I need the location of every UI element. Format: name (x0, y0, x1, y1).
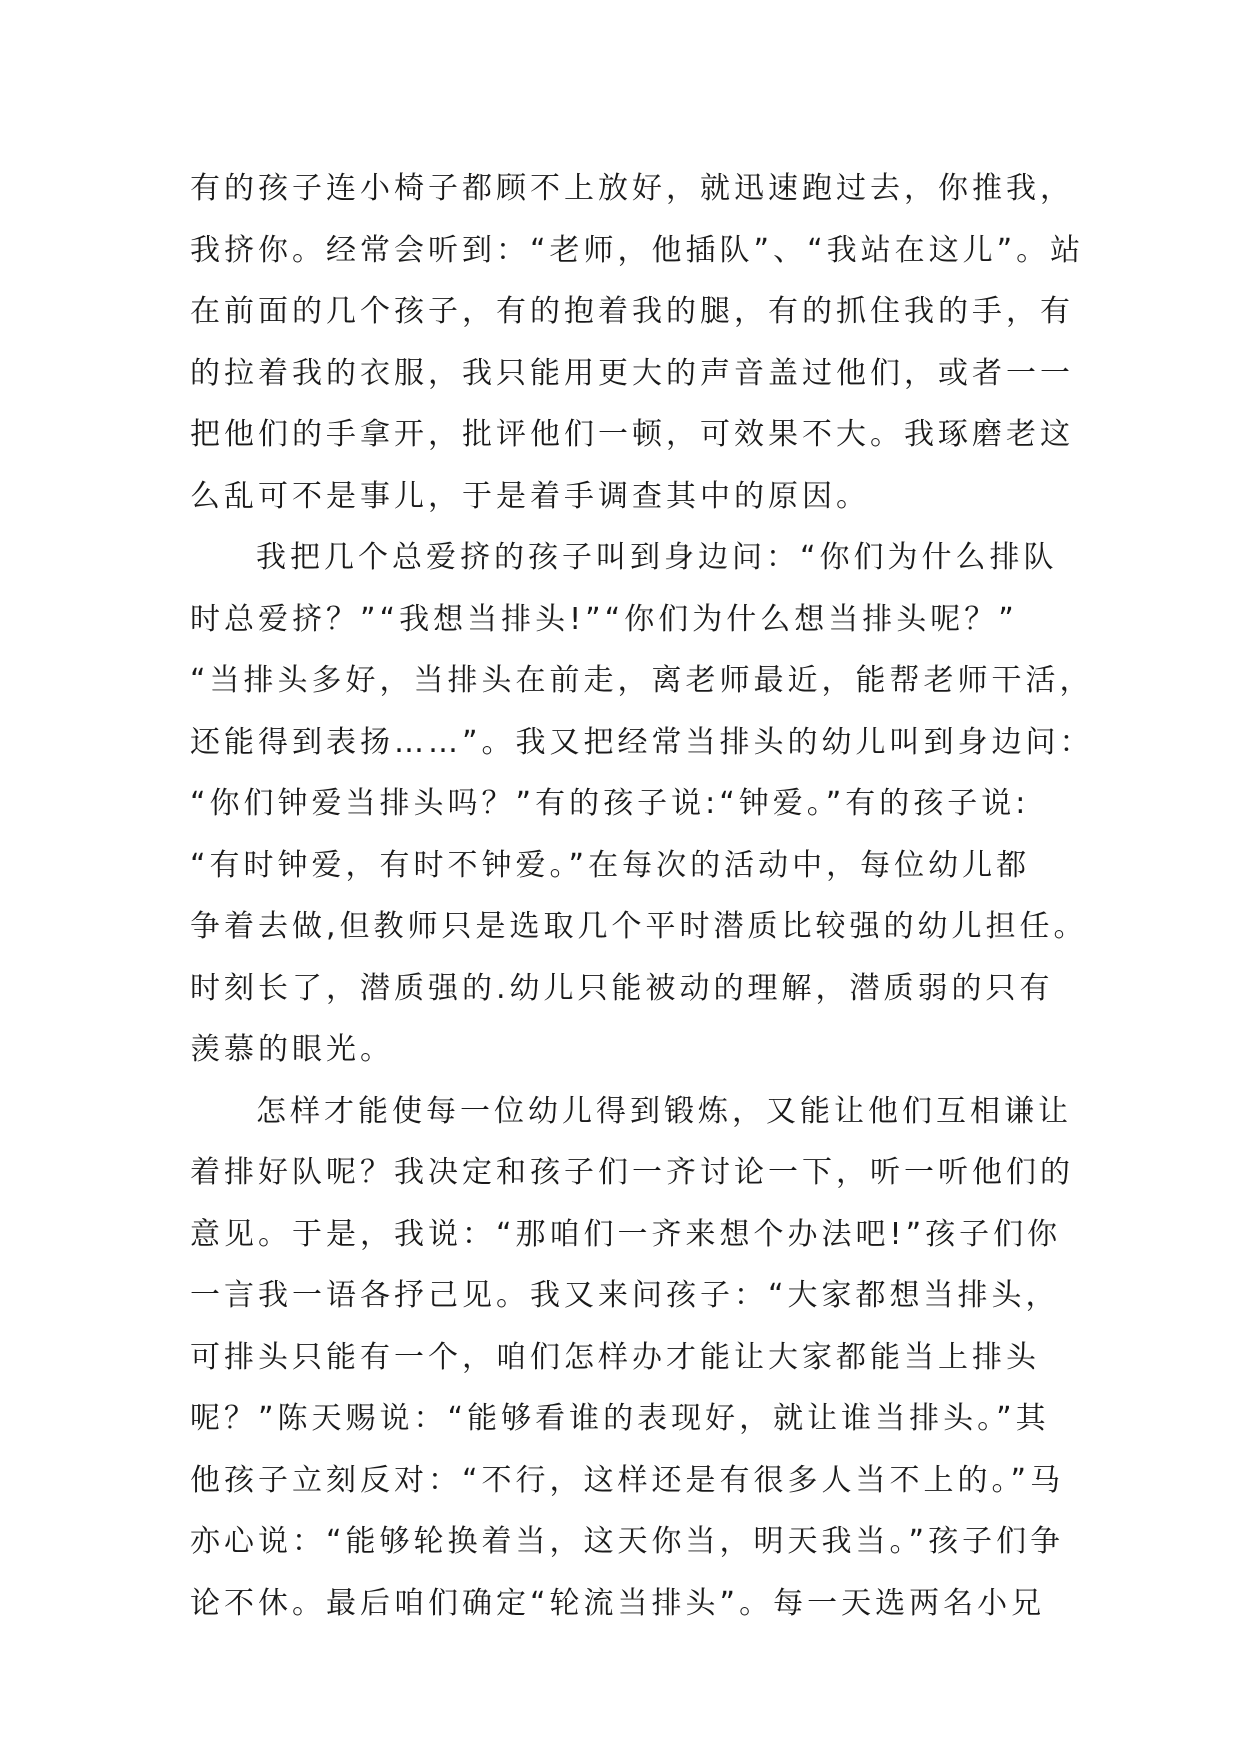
text-line: 一言我一语各抒己见。我又来问孩子：“大家都想当排头， (190, 1278, 1060, 1313)
text-line: 么乱可不是事儿，于是着手调查其中的原因。 (190, 478, 870, 514)
text-line: 可排头只能有一个，咱们怎样办才能让大家都能当上排头 (190, 1339, 1040, 1375)
text-line: 在前面的几个孩子，有的抱着我的腿，有的抓住我的手，有 (190, 294, 1074, 329)
text-line: 时总爱挤？”“我想当排头!”“你们为什么想当排头呢？” (190, 601, 1018, 637)
text-line: 他孩子立刻反对：“不行，这样还是有很多人当不上的。”马 (190, 1462, 1065, 1498)
paragraph-first-line: 我把几个总爱挤的孩子叫到身边问：“你们为什么排队 (256, 540, 1058, 575)
text-line: 羡慕的眼光。 (190, 1032, 394, 1067)
text-line: 有的孩子连小椅子都顾不上放好，就迅速跑过去，你推我， (190, 171, 1074, 206)
text-line: 着排好队呢？我决定和孩子们一齐讨论一下，听一听他们的 (190, 1155, 1074, 1190)
text-line: 意见。于是，我说：“那咱们一齐来想个办法吧!”孩子们你 (190, 1216, 1062, 1252)
text-line: 我挤你。经常会听到：“老师，他插队”、“我站在这儿”。站 (190, 232, 1085, 268)
text-line: 时刻长了，潜质强的.幼儿只能被动的理解，潜质弱的只有 (190, 970, 1054, 1006)
text-line: “你们钟爱当排头吗？”有的孩子说:“钟爱。”有的孩子说: (190, 786, 1030, 821)
text-line: 的拉着我的衣服，我只能用更大的声音盖过他们，或者一一 (190, 355, 1074, 391)
text-line: 论不休。最后咱们确定“轮流当排头”。每一天选两名小兄 (190, 1585, 1046, 1621)
text-line: “有时钟爱，有时不钟爱。”在每次的活动中，每位幼儿都 (190, 847, 1031, 883)
paragraph-first-line: 怎样才能使每一位幼儿得到锻炼，又能让他们互相谦让 (256, 1093, 1072, 1129)
body-text (190, 158, 1094, 1634)
text-line: 亦心说：“能够轮换着当，这天你当，明天我当。”孩子们争 (190, 1524, 1065, 1559)
text-line: 争着去做,但教师只是选取几个平时潜质比较强的幼儿担任。 (190, 909, 1088, 944)
text-line: 呢？”陈天赐说：“能够看谁的表现好，就让谁当排头。”其 (190, 1401, 1050, 1436)
text-line: “当排头多好，当排头在前走，离老师最近，能帮老师干活， (190, 663, 1094, 698)
text-line: 把他们的手拿开，批评他们一顿，可效果不大。我琢磨老这 (190, 417, 1074, 452)
text-line: 还能得到表扬……”。我又把经常当排头的幼儿叫到身边问： (190, 724, 1094, 760)
